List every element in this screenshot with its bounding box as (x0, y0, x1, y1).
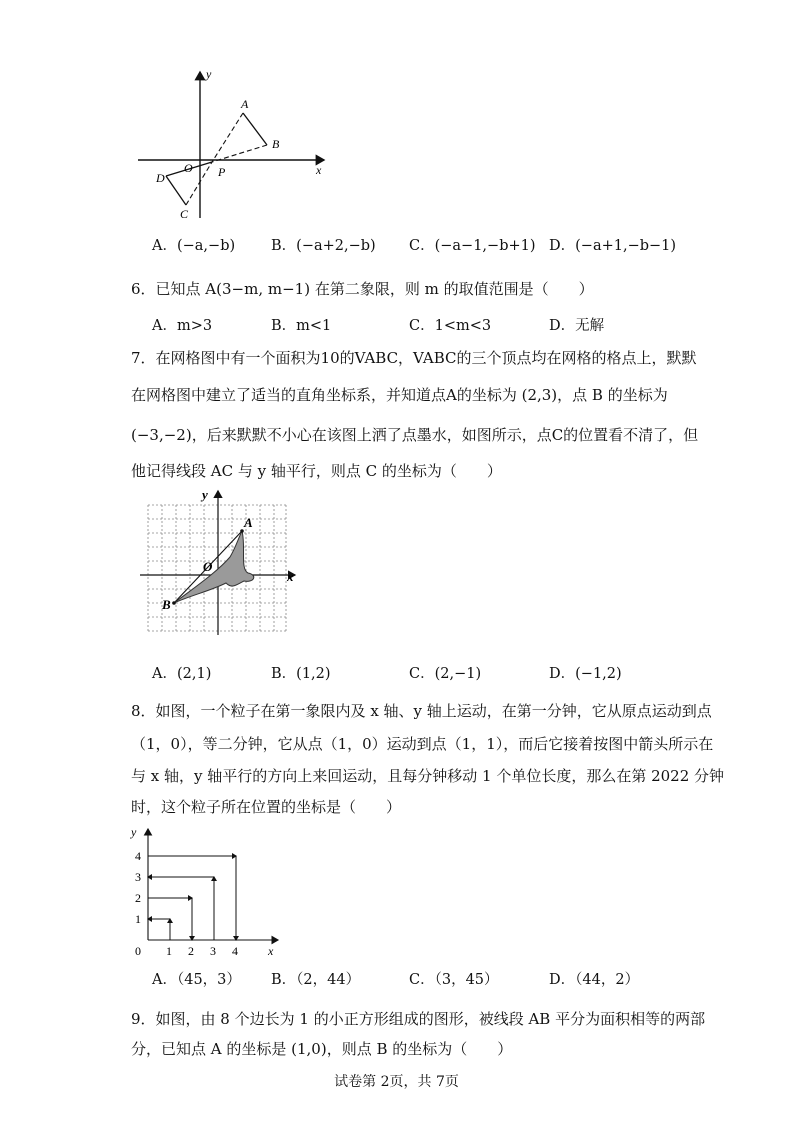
label-b: B (272, 137, 280, 151)
label-origin: 0 (135, 944, 141, 958)
q8-line-3: 与 x 轴，y 轴平行的方向上来回运动，且每分钟移动 1 个单位长度，那么在第 2022 分钟 (131, 767, 725, 785)
triangle-abp-solid (243, 113, 267, 145)
q7-line-4: 他记得线段 AC 与 y 轴平行，则点 C 的坐标为（ ） (131, 462, 502, 480)
q6-option-b[interactable]: B．m<1 (271, 318, 332, 334)
q5-option-c[interactable]: C．(−a−1,−b+1) (409, 238, 536, 254)
xtick-3: 3 (210, 944, 216, 958)
q7-line-1: 7．在网格图中有一个面积为10的VABC，VABC的三个顶点均在网格的格点上，默默 (131, 349, 697, 367)
label-y: y (206, 67, 212, 81)
triangle-dcp (166, 176, 186, 205)
q8-figure (128, 825, 288, 965)
label-o: O (184, 161, 193, 175)
q6-stem: 6．已知点 A(3−m, m−1) 在第二象限，则 m 的取值范围是（ ） (131, 280, 594, 298)
q6-option-a[interactable]: A．m>3 (152, 318, 213, 334)
label-c: C (180, 207, 189, 221)
xtick-4: 4 (232, 944, 238, 958)
label-b: B (162, 597, 171, 612)
label-y: y (131, 825, 137, 839)
q9-line-1: 9．如图，由 8 个边长为 1 的小正方形组成的图形，被线段 AB 平分为面积相等的两部 (131, 1010, 706, 1028)
q7-option-a[interactable]: A．(2,1) (152, 666, 212, 682)
label-x: x (287, 569, 294, 584)
q8-option-a[interactable]: A．（45，3） (152, 972, 241, 988)
label-a: A (241, 97, 249, 111)
label-x: x (268, 944, 274, 958)
ytick-4: 4 (135, 849, 141, 863)
q7-option-c[interactable]: C．(2,−1) (409, 666, 482, 682)
q7-line-2: 在网格图中建立了适当的直角坐标系，并知道点A的坐标为 (2,3)，点 B 的坐标为 (131, 386, 668, 404)
q8-option-b[interactable]: B．（2，44） (271, 972, 361, 988)
ink-blot (174, 531, 254, 603)
grid (148, 505, 286, 631)
q7-option-b[interactable]: B．(1,2) (271, 666, 331, 682)
q8-line-4: 时，这个粒子所在位置的坐标是（ ） (131, 798, 402, 816)
q7-line-3: (−3,−2)，后来默默不小心在该图上洒了点墨水，如图所示，点C的位置看不清了，但 (131, 426, 699, 444)
label-o: O (203, 559, 213, 574)
label-p: P (218, 165, 226, 179)
q8-option-c[interactable]: C．（3，45） (409, 972, 499, 988)
q9-line-2: 分，已知点 A 的坐标是 (1,0)，则点 B 的坐标为（ ） (131, 1040, 513, 1058)
q7-figure (140, 485, 305, 640)
label-x: x (316, 163, 322, 177)
q6-option-d[interactable]: D．无解 (549, 318, 605, 334)
q5-option-a[interactable]: A．(−a,−b) (152, 238, 236, 254)
label-a: A (244, 515, 253, 530)
q8-option-d[interactable]: D．（44，2） (549, 972, 640, 988)
q5-option-d[interactable]: D．(−a+1,−b−1) (549, 238, 677, 254)
label-d: D (156, 171, 165, 185)
page-footer: 试卷第 2页，共 7页 (334, 1074, 459, 1090)
ytick-1: 1 (135, 912, 141, 926)
label-y: y (202, 487, 208, 502)
q7-option-d[interactable]: D．(−1,2) (549, 666, 622, 682)
xtick-2: 2 (188, 944, 194, 958)
xtick-1: 1 (166, 944, 172, 958)
q8-line-1: 8．如图，一个粒子在第一象限内及 x 轴、y 轴上运动，在第一分钟，它从原点运动到点 (131, 702, 712, 720)
q5-figure (130, 60, 340, 225)
ytick-3: 3 (135, 870, 141, 884)
ytick-2: 2 (135, 891, 141, 905)
q5-option-b[interactable]: B．(−a+2,−b) (271, 238, 376, 254)
q8-line-2: （1，0），等二分钟，它从点（1，0）运动到点（1，1），而后它接着按图中箭头所示在 (131, 735, 714, 753)
q6-option-c[interactable]: C．1<m<3 (409, 318, 492, 334)
